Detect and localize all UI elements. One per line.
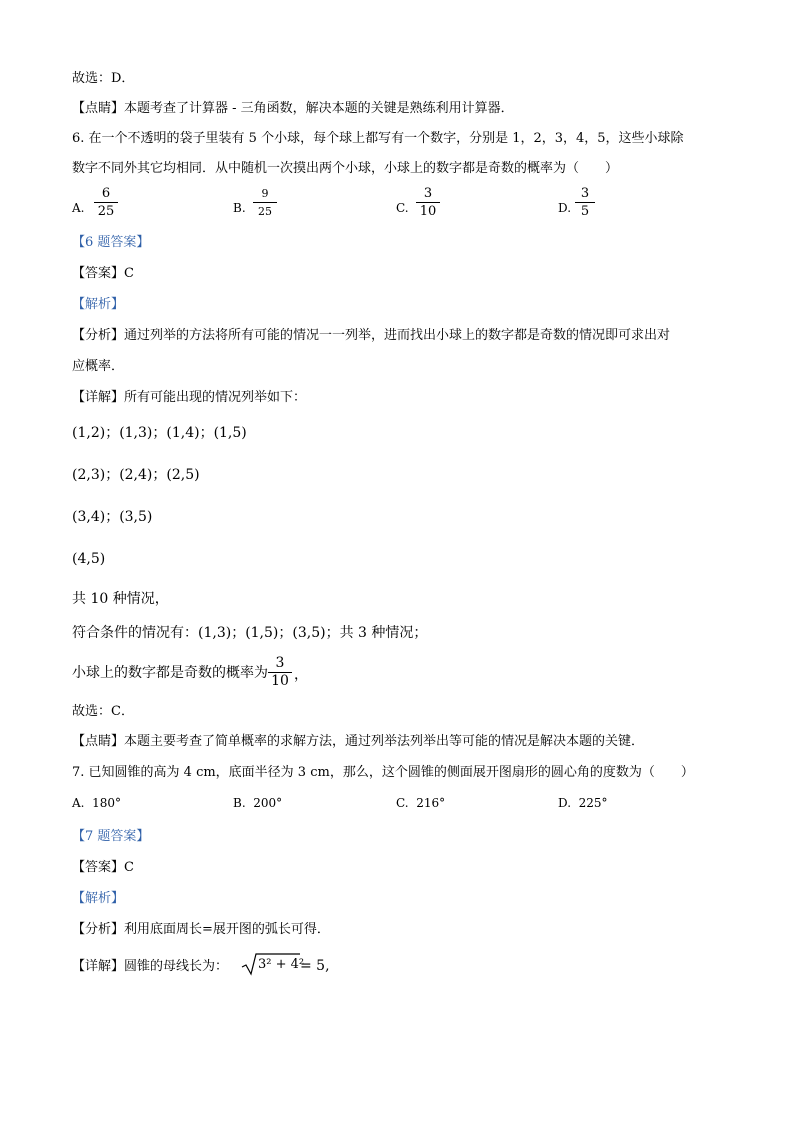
xiangjie-text: 所有可能出现的情况列举如下： bbox=[124, 390, 307, 405]
pairs-row-3: (3,4)；(3,5) bbox=[72, 509, 153, 525]
option-fraction bbox=[253, 186, 277, 219]
option-text: 225° bbox=[578, 796, 608, 810]
option-fraction bbox=[575, 186, 595, 219]
q7-analysis-header: 【解析】 bbox=[72, 891, 125, 906]
fraction-denominator: 10 bbox=[271, 673, 289, 689]
q6-answer bbox=[72, 265, 134, 283]
answer-tag: 【答案】 bbox=[72, 860, 125, 875]
fraction-numerator: 3 bbox=[575, 186, 595, 203]
probability-tail: ， bbox=[294, 667, 308, 683]
probability-line bbox=[72, 664, 268, 682]
q6-fenxi-cont: 应概率． bbox=[72, 359, 125, 374]
answer-value: C bbox=[124, 266, 134, 281]
q7-answer-header: 【7 题答案】 bbox=[72, 829, 150, 844]
q6-xiangjie bbox=[72, 389, 306, 407]
q6-stem-line1: 6. 在一个不透明的袋子里装有 5 个小球，每个球上都写有一个数字，分别是 1，2，3，4，5，这些小球除 bbox=[72, 131, 684, 146]
total-cases: 共 10 种情况， bbox=[72, 591, 169, 607]
option-label: A. bbox=[72, 201, 85, 215]
fenxi-text: 利用底面周长=展开图的弧长可得． bbox=[124, 922, 330, 937]
comment-text: 本题主要考查了简单概率的求解方法，通过列举法列举出等可能的情况是解决本题的关键． bbox=[124, 734, 645, 749]
option-label: C. bbox=[396, 796, 409, 810]
prev-comment bbox=[72, 100, 514, 118]
q6-comment bbox=[72, 733, 644, 751]
xiangjie-tag: 【详解】 bbox=[72, 959, 125, 974]
option-label: D. bbox=[558, 201, 572, 215]
fenxi-tag: 【分析】 bbox=[72, 328, 125, 343]
q6-choose: 故选：C． bbox=[72, 704, 134, 719]
q7-fenxi bbox=[72, 921, 330, 939]
option-fraction bbox=[416, 186, 440, 219]
q7-option-c bbox=[396, 796, 445, 810]
q6-fenxi bbox=[72, 327, 670, 345]
option-text: 216° bbox=[416, 796, 446, 810]
option-label: A. bbox=[72, 796, 85, 810]
option-label: B. bbox=[233, 796, 246, 810]
q7-option-a bbox=[72, 796, 121, 810]
q7-answer bbox=[72, 859, 134, 877]
comment-tag: 【点睛】 bbox=[72, 734, 125, 749]
option-fraction bbox=[94, 186, 118, 219]
q7-xiangjie bbox=[72, 958, 228, 976]
probability-fraction bbox=[268, 656, 292, 689]
probability-text: 小球上的数字都是奇数的概率为 bbox=[72, 665, 268, 681]
q6-analysis-header: 【解析】 bbox=[72, 297, 125, 312]
formula-result: = 5, bbox=[300, 958, 330, 974]
option-label: B. bbox=[233, 201, 246, 215]
answer-value: C bbox=[124, 860, 134, 875]
q6-answer-header: 【6 题答案】 bbox=[72, 235, 150, 250]
option-text: 180° bbox=[92, 796, 122, 810]
fenxi-text: 通过列举的方法将所有可能的情况一一列举，进而找出小球上的数字都是奇数的情况即可求出对 bbox=[124, 328, 671, 343]
fraction-numerator: 6 bbox=[94, 186, 118, 203]
pairs-row-4: (4,5) bbox=[72, 551, 106, 567]
sqrt-radicand: 3² + 4² bbox=[258, 957, 305, 972]
fraction-denominator: 25 bbox=[97, 204, 115, 219]
prev-answer: 故选：D． bbox=[72, 71, 135, 86]
q7-option-d bbox=[558, 796, 608, 810]
pairs-row-2: (2,3)；(2,4)；(2,5) bbox=[72, 467, 200, 483]
q7-stem: 7. 已知圆锥的高为 4 cm，底面半径为 3 cm，那么，这个圆锥的侧面展开图扇形的圆心角的度数为（ ） bbox=[72, 765, 694, 780]
comment-tag: 【点睛】 bbox=[72, 101, 125, 116]
fraction-numerator: 3 bbox=[416, 186, 440, 203]
fraction-denominator: 25 bbox=[258, 205, 272, 218]
option-text: 200° bbox=[253, 796, 283, 810]
xiangjie-text: 圆锥的母线长为： bbox=[124, 959, 229, 974]
q7-option-b bbox=[233, 796, 282, 810]
fenxi-tag: 【分析】 bbox=[72, 922, 125, 937]
q6-stem-line2: 数字不同外其它均相同．从中随机一次摸出两个小球，小球上的数字都是奇数的概率为（ ） bbox=[72, 161, 619, 176]
fraction-denominator: 10 bbox=[419, 204, 437, 219]
fraction-denominator: 5 bbox=[580, 204, 590, 219]
fit-cases: 符合条件的情况有：(1,3)；(1,5)；(3,5)；共 3 种情况； bbox=[72, 625, 428, 641]
xiangjie-tag: 【详解】 bbox=[72, 390, 125, 405]
option-label: D. bbox=[558, 796, 572, 810]
fraction-numerator: 3 bbox=[268, 656, 292, 673]
option-label: C. bbox=[396, 201, 409, 215]
comment-text: 本题考查了计算器 - 三角函数，解决本题的关键是熟练利用计算器． bbox=[124, 101, 514, 116]
answer-tag: 【答案】 bbox=[72, 266, 125, 281]
fraction-numerator: 9 bbox=[253, 186, 277, 203]
pairs-row-1: (1,2)；(1,3)；(1,4)；(1,5) bbox=[72, 425, 247, 441]
